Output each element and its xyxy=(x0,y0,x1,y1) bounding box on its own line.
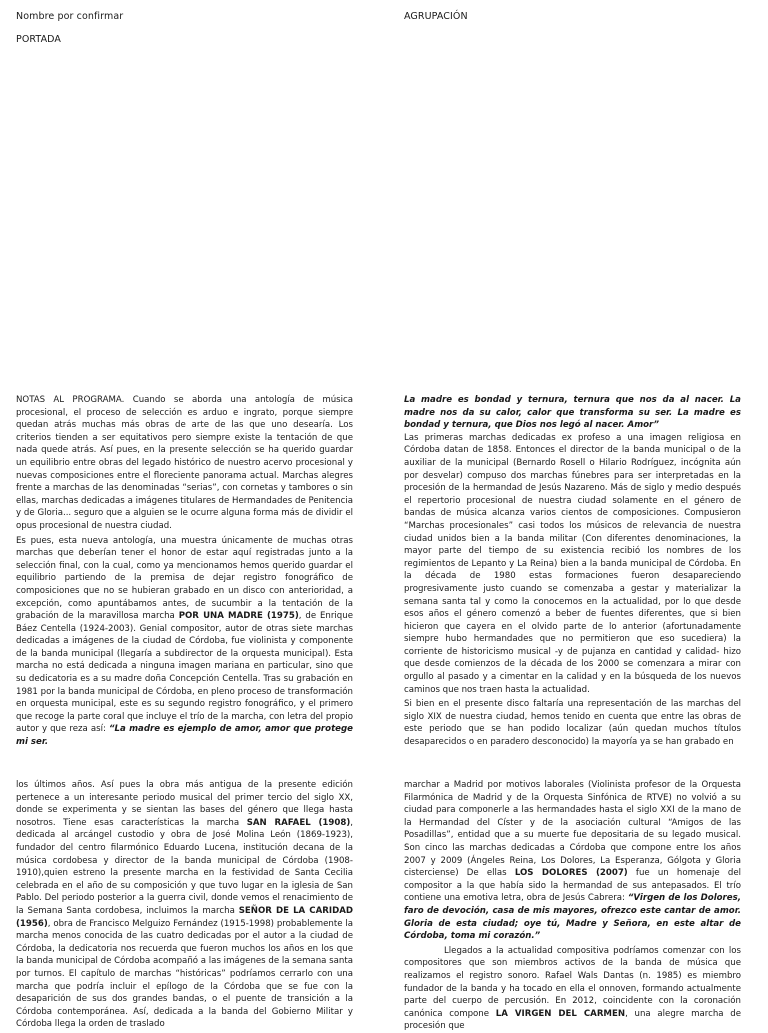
march-title: LA VIRGEN DEL CARMEN xyxy=(495,1008,626,1019)
text-run: marchar a Madrid por motivos laborales (Violinista profesor de la Orquesta Filarmónica de Madrid y de la Orquesta Sinfónica de RTVE) no volvió a su ciudad para componerle a las hermandades hasta el siglo XXI de la mano de la Hermandad del Císter y de la asociación cultural “Amigos de las Posadillas”, entidad que a su muerte fue depositaria de su legado musical. Son cinco las marchas dedicadas a Córdoba que compone entre los años 2007 y 2009 (Ángeles Reina, Los Dolores, La Esperanza, Gólgota y Gloria cisterciense) De ellas xyxy=(404,780,741,879)
paragraph xyxy=(404,945,741,1033)
paragraph: Si bien en el presente disco faltaría una representación de las marchas del siglo XIX de nuestra ciudad, hemos tenido en cuenta que entre las obras de este periodo que se han podido localizar (aún quedan muchos títulos desaparecidos o en paradero desconocido) la mayoría ya se han grabado en xyxy=(404,699,741,748)
text-run: los últimos años. Así pues la obra más antigua de la presente edición pertenece a un interesante periodo musical del primer tercio del siglo XX, donde se experimenta y se sientan las bases del género que llega hasta nosotros. Tiene esas características la marcha xyxy=(16,780,353,828)
march-title: SAN RAFAEL (1908) xyxy=(246,817,351,828)
march-title: LOS DOLORES (2007) xyxy=(514,868,628,879)
paragraph xyxy=(16,779,353,1031)
text-run: fue un homenaje del compositor a la que había sido la hermandad de sus antepasados. El trío contiene una emotiva letra, obra de Jesús Cabrera: xyxy=(404,868,741,904)
march-title: SEÑOR DE LA CARIDAD (1956) xyxy=(16,905,353,929)
paragraph: Las primeras marchas dedicadas ex profeso a una imagen religiosa en Córdoba datan de 1858. Entonces el director de la banda municipal o de la auxiliar de la municipal (Bernardo Rosell o Hilario Rodríguez, incógnita aún por desvelar) compuso dos marchas fúnebres para ser interpretadas en la procesión de la hermandad de Jesús Nazareno. Más de siglo y medio después el repertorio procesional de nuestra ciudad solamente en el género de bandas de música alcanza varios cientos de composiciones. Compusieron “Marchas procesionales” casi todos los músicos de relevancia de nuestra ciudad unidos bien a la banda militar (Con diferentes denominaciones, la mayor parte del tiempo de su existencia recibió los nombres de los regimientos de Lepanto y La Reina) bien a la banda municipal de Córdoba. En la década de 1980 estas formaciones fueron desapareciendo progresivamente justo cuando se comenzaba a gestar y materializar la semana santa tal y como la conocemos en la actualidad, por lo que desde esos años el género comenzó a beber de fuentes diferentes, que si bien hicieron que cayera en el olvido parte de lo anterior (afortunadamente siempre hubo hermandades que no permitieron que eso sucediera) la corriente de historicismo musical -y de pujanza en cantidad y calidad- hizo que desde comienzos de la década de los 2000 se comenzara a mirar con orgullo al pasado y a cimentar en la calidad y en la búsqueda de los nuevos caminos que nos traen hasta la actualidad. xyxy=(404,432,741,695)
text-run: , obra de Francisco Melguizo Fernández (1915-1998) probablemente la marcha menos conocida de las cuatro dedicadas por el autor a la ciudad de Córdoba, la dedicatoria nos recuerda que fueron muchos los años en los que la banda municipal de Córdoba acompañó a las imágenes de la semana santa por turnos. El capítulo de marchas “históricas” podríamos cerrarlo con una marcha que podría incluir el epílogo de la Córdoba que se fue con la desaparición de sus dos grandes bandas, o el puente de transición a la Córdoba contemporánea. Así, dedicada a la banda del Gobierno Militar y Córdoba llega la orden de traslado xyxy=(16,918,353,1030)
column-2 xyxy=(404,394,741,749)
title-label: Nombre por confirmar xyxy=(16,11,124,22)
paragraph: NOTAS AL PROGRAMA. Cuando se aborda una antología de música procesional, el proceso de selección es arduo e ingrato, porque siempre quedan atrás muchas más obras de arte de las que uno desearía. Los criterios tienden a ser equitativos pero siempre existe la tentación de que nada quede atrás. Así pues, en la presente selección se ha querido guardar un equilibrio entre obras del legado histórico de nuestro acervo procesional y nuevas composiciones entre el floreciente panorama actual. Marchas alegres frente a marchas de las denominadas “serias”, con cornetas y tambores o sin ellas, marchas dedicadas a imágenes titulares de Hermandades de Penitencia y de Gloria... seguro que a alguien se le ocurre alguna forma más de dividir el opus procesional de nuestra ciudad. xyxy=(16,395,353,531)
text-run: , una alegre marcha de procesión que xyxy=(404,1008,741,1032)
text-run: , de Enrique Báez Centella (1924-2003). Genial compositor, autor de otras siete marchas dedicadas a imágenes de la ciudad de Córdoba, fue violinista y componente de la banda municipal (llegaría a subdirector de la orquesta municipal). Esta marcha no está dedicada a ninguna imagen mariana en particular, sino que su dedicatoria es a su madre doña Concepción Centella. Tras su grabación en 1981 por la banda municipal de Córdoba, en pleno proceso de transformación en orquesta municipal, este es su segundo registro fonográfico, y el primero que recoge la parte coral que incluye el trío de la marcha, con letra del propio autor y que reza así: xyxy=(16,611,353,735)
text-run: Llegados a la actualidad compositiva podríamos comenzar con los compositores que son miembros activos de la banda de música que realizamos el registro sonoro. Rafael Wals Dantas (n. 1985) es miembro fundador de la banda y ha tocado en ella el onnoven, formando actualmente parte del cuerpo de percusión. En 2012, coincidente con la coronación canónica compone xyxy=(404,945,741,1019)
text-run: , dedicada al arcángel custodio y obra de José Molina León (1869-1923), fundador del centro filarmónico Eduardo Lucena, institución decana de la música cordobesa y director de la banda municipal de Córdoba (1908-1910),quien estreno la presente marcha en la festividad de Santa Cecilia celebrada en el año de su composición y que tuvo lugar en la iglesia de San Pablo. Del periodo posterior a la guerra civil, donde vemos el renacimiento de la Semana Santa cordobesa, incluimos la marcha xyxy=(16,817,353,916)
paragraph xyxy=(16,535,353,749)
march-title: POR UNA MADRE (1975) xyxy=(178,611,299,622)
quote-text: “Virgen de los Dolores, faro de devoción, casa de mis mayores, ofrezco este cantar de amor. Gloria de esta ciudad; oye tú, Madre y Señora, en este altar de Córdoba, toma mi corazón.” xyxy=(404,893,741,942)
section-label: PORTADA xyxy=(16,34,62,45)
quote-paragraph: La madre es bondad y ternura, ternura que nos da al nacer. La madre nos da su calor, calor que transforma su ser. La madre es bondad y ternura, que Dios nos legó al nacer. Amor” xyxy=(404,395,741,431)
column-3 xyxy=(16,779,353,1031)
column-1 xyxy=(16,394,353,749)
group-label: AGRUPACIÓN xyxy=(404,11,468,22)
quote-text: “La madre es ejemplo de amor, amor que protege mi ser. xyxy=(16,724,353,748)
paragraph xyxy=(404,779,741,943)
text-run: Es pues, esta nueva antología, una muestra únicamente de muchas otras marchas que deberían tener el honor de estar aquí registradas junto a la selección final, con la cual, como ya mencionamos hemos querido guardar el equilibrio partiendo de la premisa de dejar registro fonográfico de composiciones que no se hubieran grabado en un disco con anterioridad, a excepción, como apuntábamos antes, de sucumbir a la tentación de la grabación de la maravillosa marcha xyxy=(16,535,353,622)
column-4 xyxy=(404,779,741,1033)
